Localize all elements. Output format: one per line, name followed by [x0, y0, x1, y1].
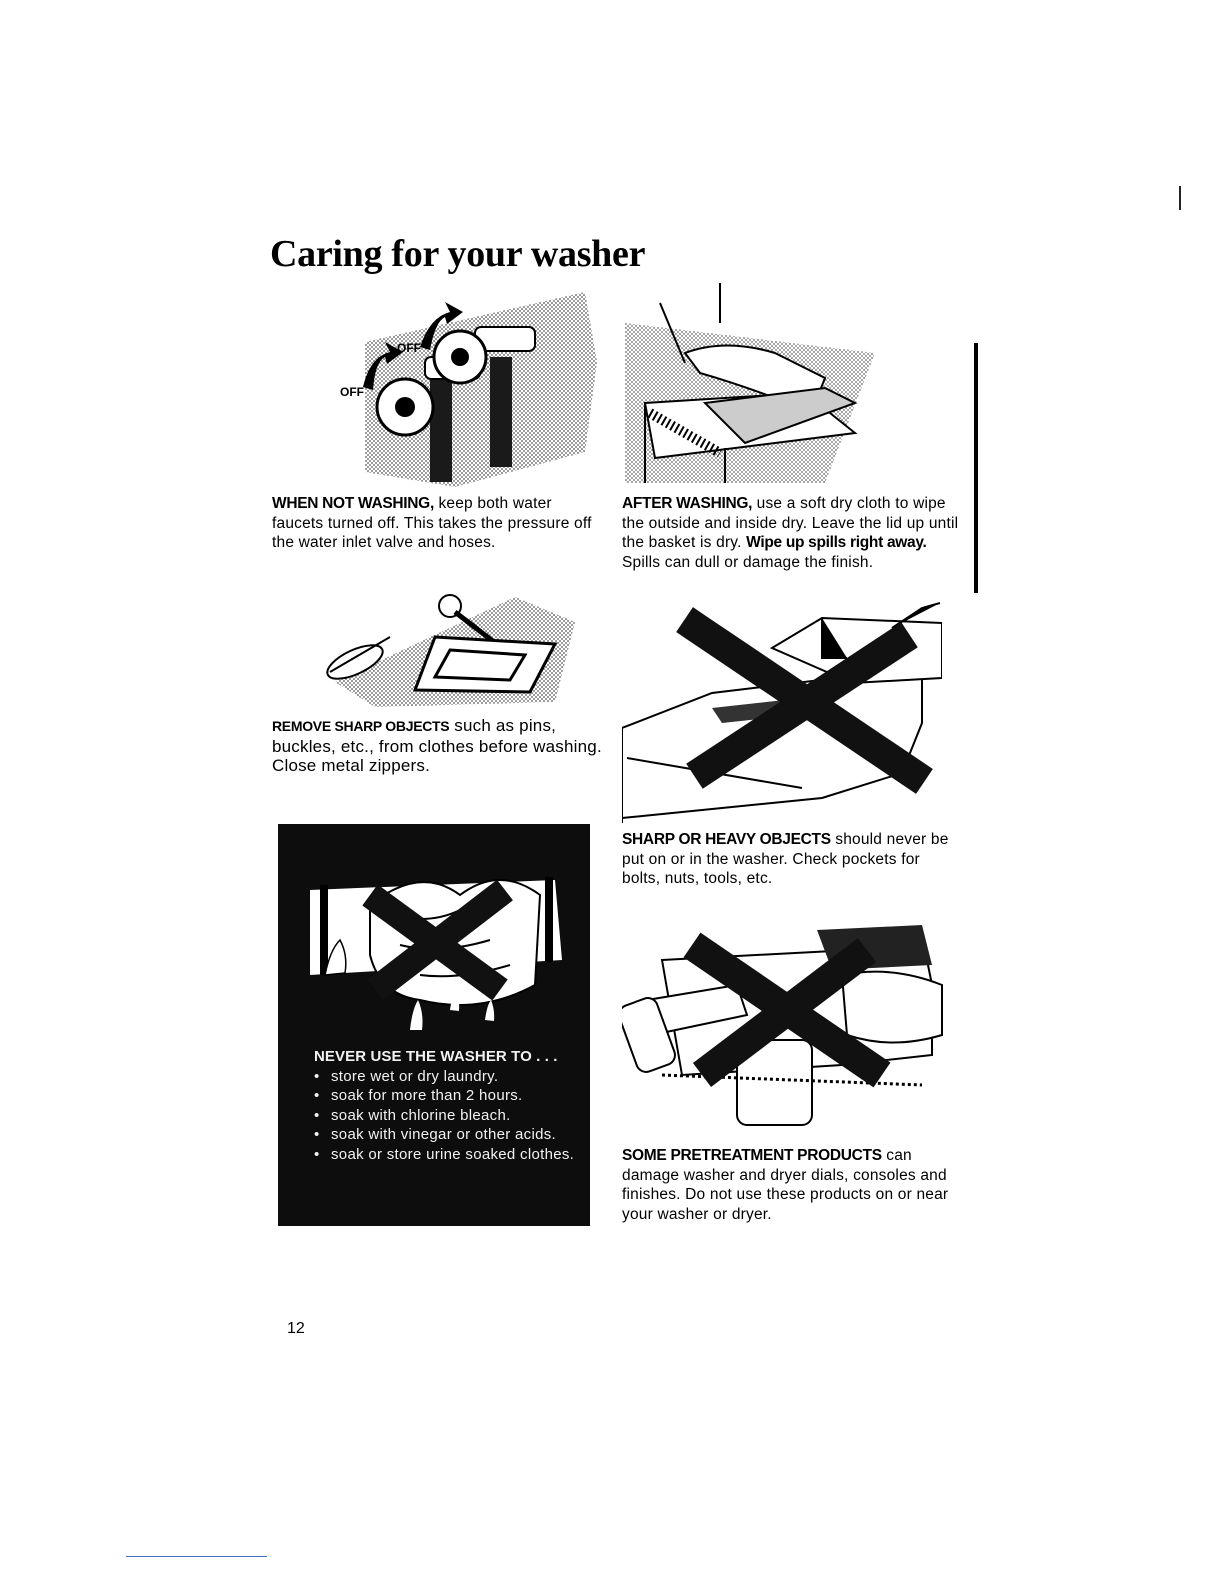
- margin-mark: [1179, 186, 1181, 210]
- off-label-upper: OFF: [397, 341, 421, 355]
- wiping-illustration: [625, 283, 875, 488]
- page-title: Caring for your washer: [270, 233, 646, 275]
- pretreatment-illustration: [622, 925, 952, 1135]
- footer-rule: [126, 1556, 267, 1557]
- heavy-objects-caption: SHARP OR HEAVY OBJECTS should never be put on or in the washer. Check pockets for bolts, nuts, tools, etc.: [622, 831, 949, 887]
- revision-bar: [974, 343, 978, 593]
- list-item: • soak or store urine soaked clothes.: [314, 1145, 584, 1165]
- list-item: • soak for more than 2 hours.: [314, 1086, 584, 1106]
- list-item: • soak with chlorine bleach.: [314, 1106, 584, 1126]
- off-label-lower: OFF: [340, 385, 364, 399]
- list-item: • store wet or dry laundry.: [314, 1067, 584, 1087]
- faucets-caption: WHEN NOT WASHING, keep both water faucets turned off. This takes the pressure off the water inlet valve and hoses.: [272, 495, 592, 551]
- pretreatment-caption: SOME PRETREATMENT PRODUCTS can damage washer and dryer dials, consoles and finishes. Do not use these products on or near your washer or dryer.: [622, 1147, 949, 1223]
- never-use-heading: NEVER USE THE WASHER TO . . .: [314, 1048, 558, 1065]
- list-item: • soak with vinegar or other acids.: [314, 1125, 584, 1145]
- after-washing-caption: AFTER WASHING, use a soft dry cloth to wipe the outside and inside dry. Leave the lid up until the basket is dry. Wipe up spills right away. Spills can dull or damage the finish.: [622, 495, 959, 571]
- laundry-x-illustration: [300, 855, 570, 1040]
- sharp-objects-illustration: [315, 592, 580, 712]
- never-use-list: [314, 1047, 584, 1164]
- faucets-illustration: [335, 282, 600, 487]
- page-number: 12: [287, 1320, 305, 1337]
- heavy-objects-illustration: [622, 598, 942, 823]
- sharp-objects-caption: REMOVE SHARP OBJECTS such as pins, buckles, etc., from clothes before washing. Close metal zippers.: [272, 716, 602, 775]
